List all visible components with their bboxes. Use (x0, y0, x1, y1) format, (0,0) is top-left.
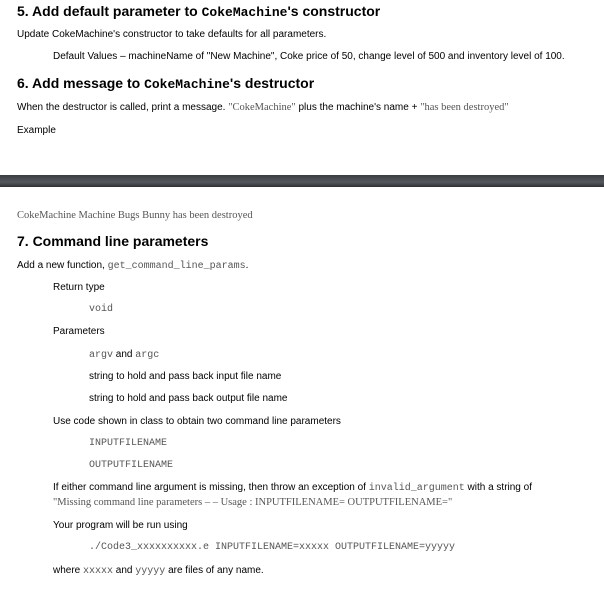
param-input: string to hold and pass back input file name (89, 371, 282, 382)
text: with a string of (464, 482, 532, 493)
text: If either command line argument is missing, then throw an exception of (53, 482, 369, 493)
code-text: invalid_argument (368, 483, 465, 494)
text: and (113, 349, 136, 360)
text: When the destructor is called, print a message. (17, 102, 229, 113)
page-divider (0, 175, 604, 187)
heading-code: CokeMachine (144, 77, 230, 92)
code-text: xxxxx (83, 566, 114, 577)
section-7-heading: 7. Command line parameters (17, 233, 209, 249)
text: . (245, 260, 249, 271)
where-text (53, 564, 264, 578)
heading-text: 's constructor (287, 3, 381, 19)
text: plus the machine's name + (295, 102, 421, 113)
section-7-intro (17, 259, 248, 273)
code-text: argc (135, 350, 160, 361)
run-command: ./Code3_xxxxxxxxxx.e INPUTFILENAME=xxxxx OUTPUTFILENAME=yyyyy (89, 542, 456, 553)
error-description (53, 481, 532, 495)
default-values: Default Values – machineName of "New Machine", Coke price of 50, change level of 500 and inventory level of 100. (53, 51, 565, 62)
text: are files of any name. (165, 565, 264, 576)
return-type-label: Return type (53, 282, 105, 293)
section-6-heading (17, 74, 314, 94)
heading-code: CokeMachine (201, 5, 288, 20)
example-label: Example (17, 125, 56, 136)
input-filename: INPUTFILENAME (89, 438, 168, 449)
param-argv-argc (89, 348, 159, 362)
heading-text: 5. Add default parameter to (17, 3, 202, 19)
return-type-value: void (89, 304, 114, 315)
code-text: yyyyy (135, 566, 166, 577)
destructor-description (17, 101, 509, 114)
code-text: argv (89, 350, 114, 361)
text: and (113, 565, 136, 576)
section-5-heading (17, 2, 380, 22)
use-code-text: Use code shown in class to obtain two command line parameters (53, 416, 341, 427)
code-text: get_command_line_params (107, 261, 246, 272)
error-string: "Missing command line parameters – – Usage : INPUTFILENAME= OUTPUTFILENAME=" (53, 497, 453, 508)
code-text: "has been destroyed" (420, 102, 509, 113)
parameters-label: Parameters (53, 326, 105, 337)
text: Add a new function, (17, 260, 108, 271)
heading-text: 's destructor (229, 75, 315, 91)
param-output: string to hold and pass back output file name (89, 393, 288, 404)
heading-text: 6. Add message to (17, 75, 145, 91)
text: where (53, 565, 84, 576)
run-label: Your program will be run using (53, 520, 188, 531)
example-output: CokeMachine Machine Bugs Bunny has been destroyed (17, 210, 253, 221)
output-filename: OUTPUTFILENAME (89, 460, 174, 471)
code-text: "CokeMachine" (228, 102, 296, 113)
section-5-intro: Update CokeMachine's constructor to take defaults for all parameters. (17, 29, 327, 40)
